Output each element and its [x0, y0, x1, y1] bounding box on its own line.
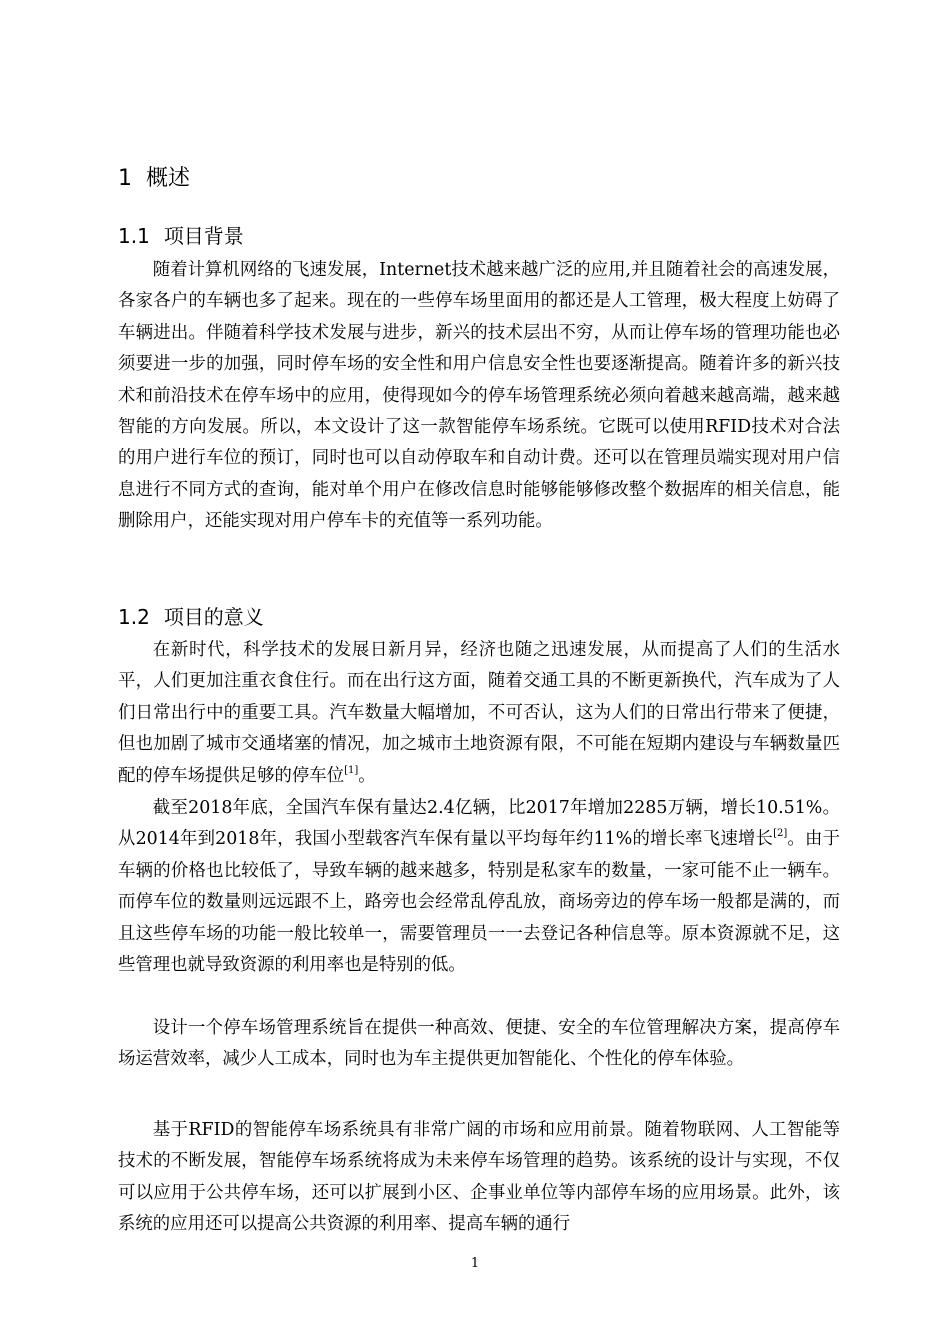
citation-ref: [1] [344, 764, 359, 776]
chapter-heading [118, 164, 190, 194]
chapter-title: 概述 [146, 166, 191, 191]
paragraph-rfid-prospects: 基于RFID的智能停车场系统具有非常广阔的市场和应用前景。随着物联网、人工智能等技术的不断发展，智能停车场系统将成为未来停车场管理的趋势。该系统的设计与实现，不仅可以应用于公共停车场，还可以扩展到小区、企事业单位等内部停车场的应用场景。此外，该系统的应用还可以提高公共资源的利用率、提高车辆的通行 [118, 1120, 840, 1235]
section-heading-background [118, 222, 244, 250]
paragraph-new-era [118, 635, 840, 792]
section-heading-significance [118, 603, 264, 631]
paragraph-text-end: 。 [358, 765, 376, 786]
citation-ref: [2] [773, 828, 788, 840]
paragraph-statistics [118, 793, 840, 981]
section-title: 项目的意义 [163, 605, 264, 629]
paragraph-text-end: 。由于车辆的价格也比较低了，导致车辆的越来越多，特别是私家车的数量，一家可能不止一辆车。而停车位的数量则远远跟不上，路旁也会经常乱停乱放，商场旁边的停车场一般都是满的，而且这些停车场的功能一般比较单一，需要管理员一一去登记各种信息等。原本资源就不足，这些管理也就导致资源的利用率也是特别的低。 [118, 829, 840, 976]
chapter-number: 1 [118, 166, 132, 191]
paragraph-text: 截至2018年底，全国汽车保有量达2.4亿辆，比2017年增加2285万辆，增长10.51%。从2014年到2018年，我国小型载客汽车保有量以平均每年约11%的增长率飞速增长 [118, 798, 840, 850]
section-title: 项目背景 [163, 224, 244, 248]
page-number: 1 [470, 1256, 480, 1271]
paragraph-background: 随着计算机网络的飞速发展，Internet技术越来越广泛的应用,并且随着社会的高速发展，各家各户的车辆也多了起来。现在的一些停车场里面用的都还是人工管理，极大程度上妨碍了车辆进出。伴随着科学技术发展与进步，新兴的技术层出不穷，从而让停车场的管理功能也必须要进一步的加强，同时停车场的安全性和用户信息安全性也要逐渐提高。随着许多的新兴技术和前沿技术在停车场中的应用，使得现如今的停车场管理系统必须向着越来越高端，越来越智能的方向发展。所以，本文设计了这一款智能停车场系统。它既可以使用RFID技术对合法的用户进行车位的预订，同时也可以自动停取车和自动计费。还可以在管理员端实现对用户信息进行不同方式的查询，能对单个用户在修改信息时能够能够修改整个数据库的相关信息，能删除用户，还能实现对用户停车卡的充值等一系列功能。 [118, 260, 840, 532]
paragraph-design-goal: 设计一个停车场管理系统旨在提供一种高效、便捷、安全的车位管理解决方案，提高停车场运营效率，减少人工成本，同时也为车主提供更加智能化、个性化的停车体验。 [118, 1018, 840, 1070]
section-number: 1.1 [118, 224, 150, 248]
section-number: 1.2 [118, 605, 150, 629]
paragraph-text: 在新时代，科学技术的发展日新月异，经济也随之迅速发展，从而提高了人们的生活水平，人们更加注重衣食住行。而在出行这方面，随着交通工具的不断更新换代，汽车成为了人们日常出行中的重要工具。汽车数量大幅增加，不可否认，这为人们的日常出行带来了便捷，但也加剧了城市交通堵塞的情况，加之城市土地资源有限，不可能在短期内建设与车辆数量匹配的停车场提供足够的停车位 [118, 640, 840, 786]
